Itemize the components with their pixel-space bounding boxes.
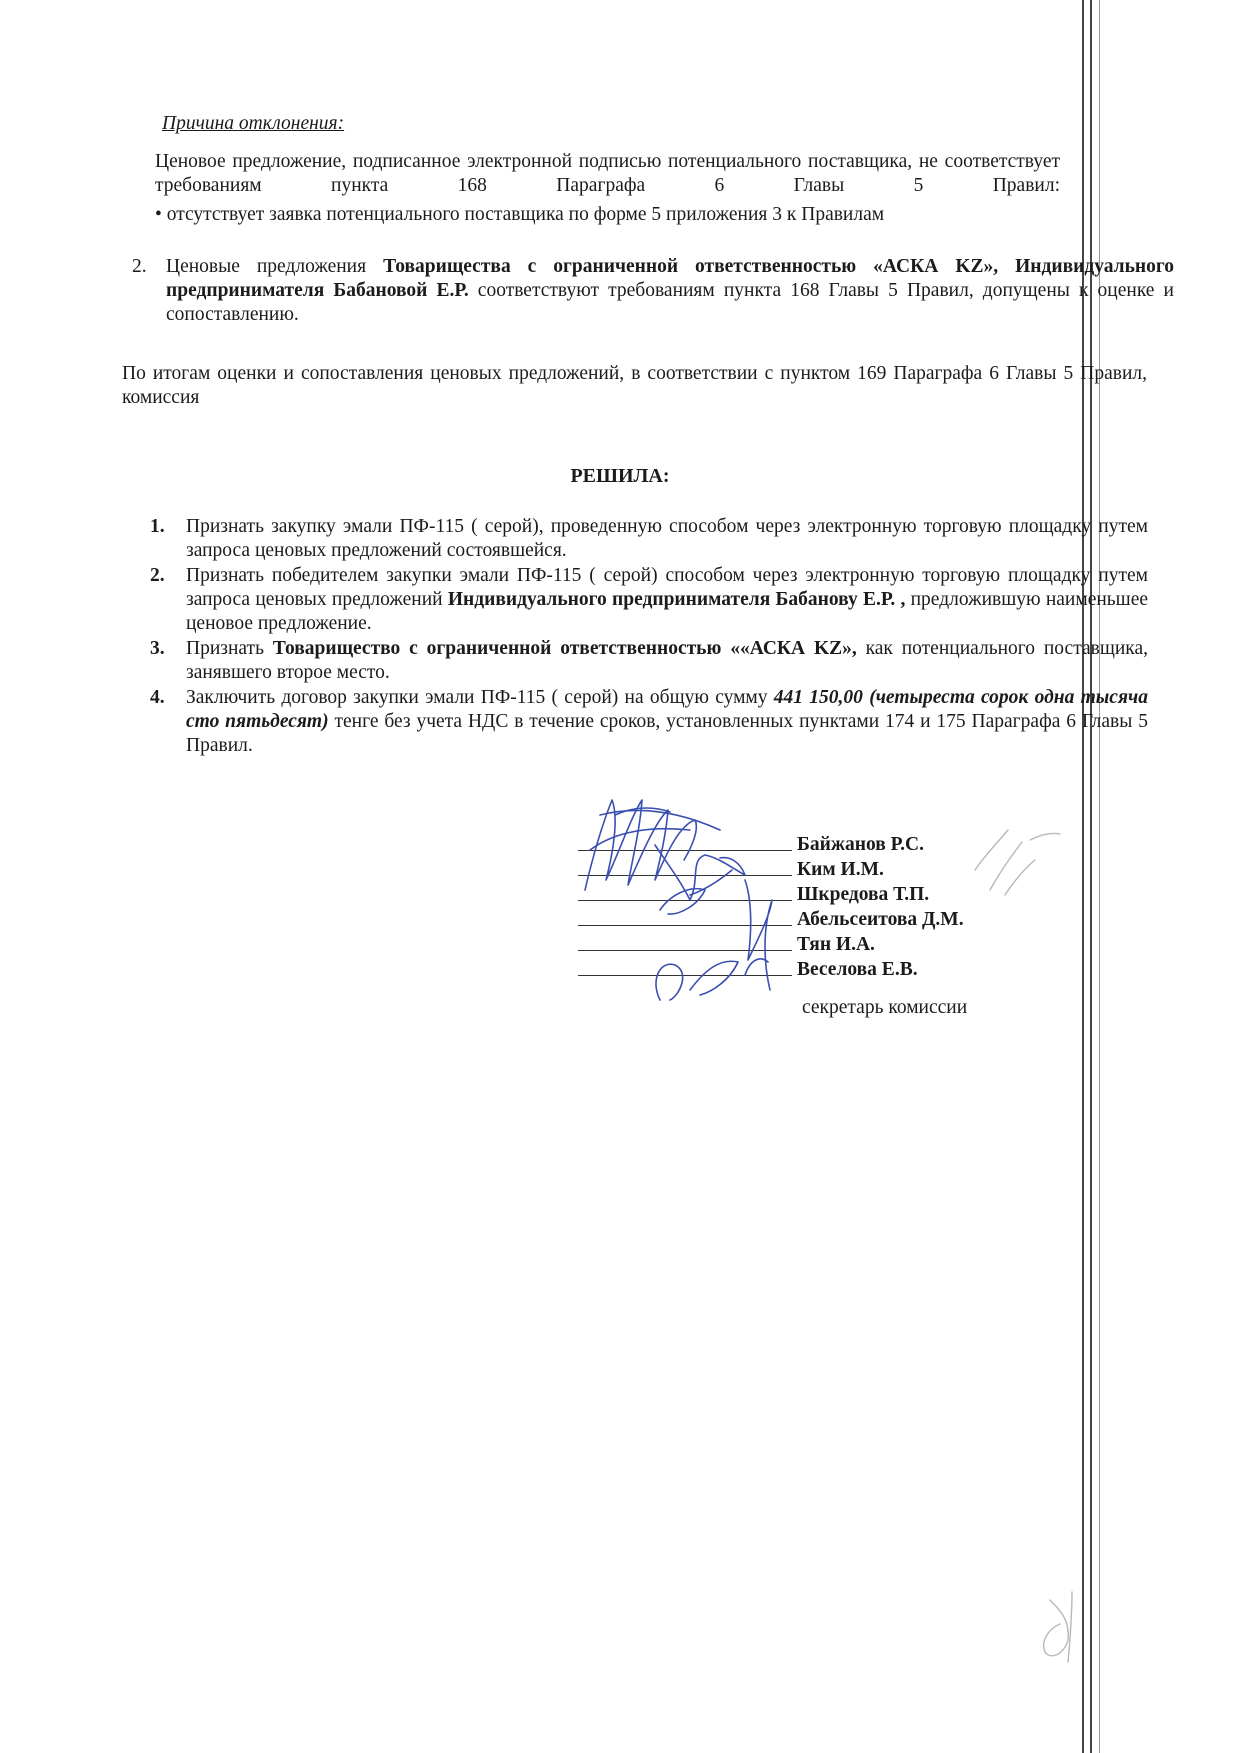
item-2-body: Ценовые предложения Товарищества с ограниченной ответственностью «АСКА KZ», Индивидуального предпринимателя Бабановой Е.Р. соответствуют требованиям пункта 168 Главы 5 Правил, допущены к оценке и сопоставлению. <box>166 256 1174 325</box>
pencil-mark <box>975 830 1060 895</box>
decision-heading: РЕШИЛА: <box>570 465 670 487</box>
decision-item: 4. Заключить договор закупки эмали ПФ-115 ( серой) на общую сумму 441 150,00 (четыреста сорок одна тысяча сто пятьдесят) тенге без учета НДС в течение сроков, установленных пунктами 174 и 175 Параграфа 6 Главы 5 Правил. <box>150 687 1148 756</box>
decision-number: 3. <box>150 638 165 659</box>
signatory-name: Абельсеитова Д.М. <box>797 909 964 930</box>
page-number-mark <box>1044 1592 1072 1662</box>
decision-number: 4. <box>150 687 165 708</box>
signatory-name: Шкредова Т.П. <box>797 884 930 905</box>
signatory-name: Тян И.А. <box>797 934 875 955</box>
signatory-name: Байжанов Р.С. <box>797 834 924 855</box>
signature-scribble <box>656 959 768 1000</box>
signatory-name: Веселова Е.В. <box>797 959 918 980</box>
item-number: 2. <box>132 256 147 277</box>
signatory-name: Ким И.М. <box>797 859 884 880</box>
decision-item: 1. Признать закупку эмали ПФ-115 ( серой), проведенную способом через электронную торговую площадку путем запроса ценовых предложений состоявшейся. <box>150 516 1148 561</box>
signature-scribble <box>745 880 772 990</box>
secretary-role: секретарь комиссии <box>802 997 968 1018</box>
rejection-reason-heading: Причина отклонения: <box>162 113 345 134</box>
summary-paragraph: По итогам оценки и сопоставления ценовых предложений, в соответствии с пунктом 169 Параграфа 6 Главы 5 Правил, комиссия <box>122 363 1147 408</box>
rejection-reason-bullet: • отсутствует заявка потенциального поставщика по форме 5 приложения 3 к Правилам <box>155 204 885 225</box>
company-names: Товарищества с ограниченной ответственностью «АСКА KZ», Индивидуального предпринимателя Бабановой Е.Р. <box>166 256 1174 301</box>
decision-number: 1. <box>150 516 165 537</box>
signature-scribble <box>585 800 720 890</box>
rejection-reason-text: Ценовое предложение, подписанное электронной подписью потенциального поставщика, не соответствует требованиям пункта 168 Параграфа 6 Главы 5 Правил: <box>155 151 1060 196</box>
decision-number: 2. <box>150 565 165 586</box>
decision-item: 3. Признать Товарищество с ограниченной ответственностью ««АСКА KZ», как потенциального поставщика, занявшего второе место. <box>150 638 1148 683</box>
decision-item: 2. Признать победителем закупки эмали ПФ-115 ( серой) способом через электронную торговую площадку путем запроса ценовых предложений Индивидуального предпринимателя Бабанову Е.Р. , предложившую наименьшее ценовое предложение. <box>150 565 1149 634</box>
